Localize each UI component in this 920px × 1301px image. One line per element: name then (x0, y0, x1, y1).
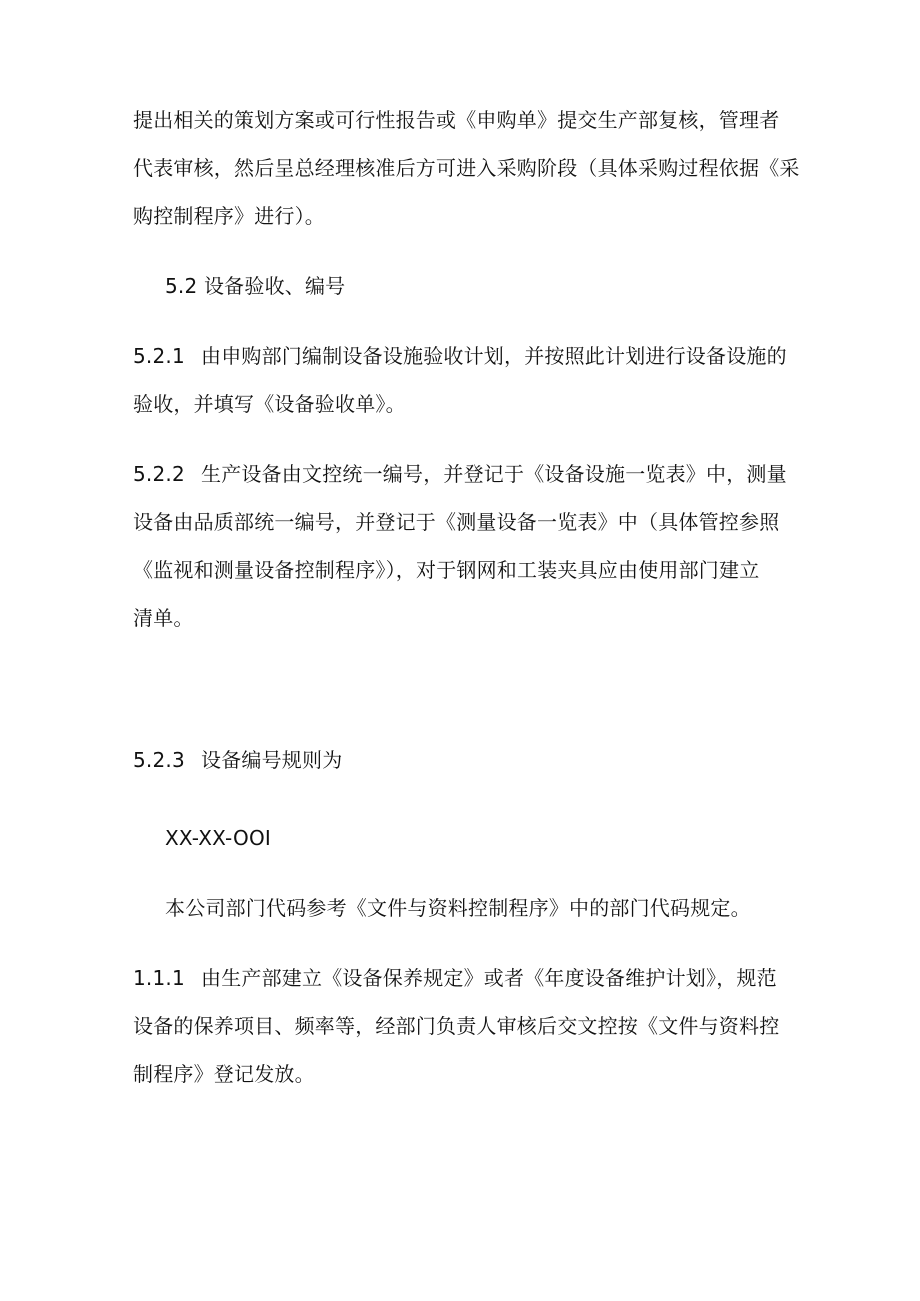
item-5-2-1-line: 验收，并填写《设备验收单》。 (133, 392, 406, 416)
item-5-2-2-line: 清单。 (133, 606, 194, 630)
item-5-2-2-line: 《监视和测量设备控制程序》），对于钢网和工装夹具应由使用部门建立 (133, 558, 760, 582)
item-5-2-1-line (133, 343, 787, 369)
item-number: 5.2.2 (133, 462, 185, 486)
code-format: XX-XX-OOI (165, 826, 271, 850)
paragraph-line: 购控制程序》进行）。 (133, 204, 325, 228)
item-number: 1.1.1 (133, 966, 185, 990)
item-text: 设备编号规则为 (201, 748, 343, 772)
item-text: 生产设备由文控统一编号，并登记于《设备设施一览表》中，测量 (201, 462, 787, 486)
item-5-2-3-line (133, 747, 342, 773)
item-number: 5.2.1 (133, 344, 185, 368)
paragraph-line: 提出相关的策划方案或可行性报告或《申购单》提交生产部复核，管理者 (133, 108, 780, 132)
item-text: 由生产部建立《设备保养规定》或者《年度设备维护计划》，规范 (201, 966, 777, 990)
item-1-1-1-line: 设备的保养项目、频率等，经部门负责人审核后交文控按《文件与资料控 (133, 1014, 780, 1038)
item-1-1-1-line: 制程序》登记发放。 (133, 1062, 315, 1086)
item-5-2-2-line (133, 461, 787, 487)
section-heading: 5.2 设备验收、编号 (165, 274, 346, 298)
item-number: 5.2.3 (133, 748, 185, 772)
item-text: 由申购部门编制设备设施验收计划，并按照此计划进行设备设施的 (201, 344, 787, 368)
item-5-2-2-line: 设备由品质部统一编号，并登记于《测量设备一览表》中（具体管控参照 (133, 510, 780, 534)
item-1-1-1-line (133, 965, 777, 991)
paragraph-line: 代表审核，然后呈总经理核准后方可进入采购阶段（具体采购过程依据《采 (133, 156, 800, 180)
department-code-note: 本公司部门代码参考《文件与资料控制程序》中的部门代码规定。 (165, 896, 751, 920)
